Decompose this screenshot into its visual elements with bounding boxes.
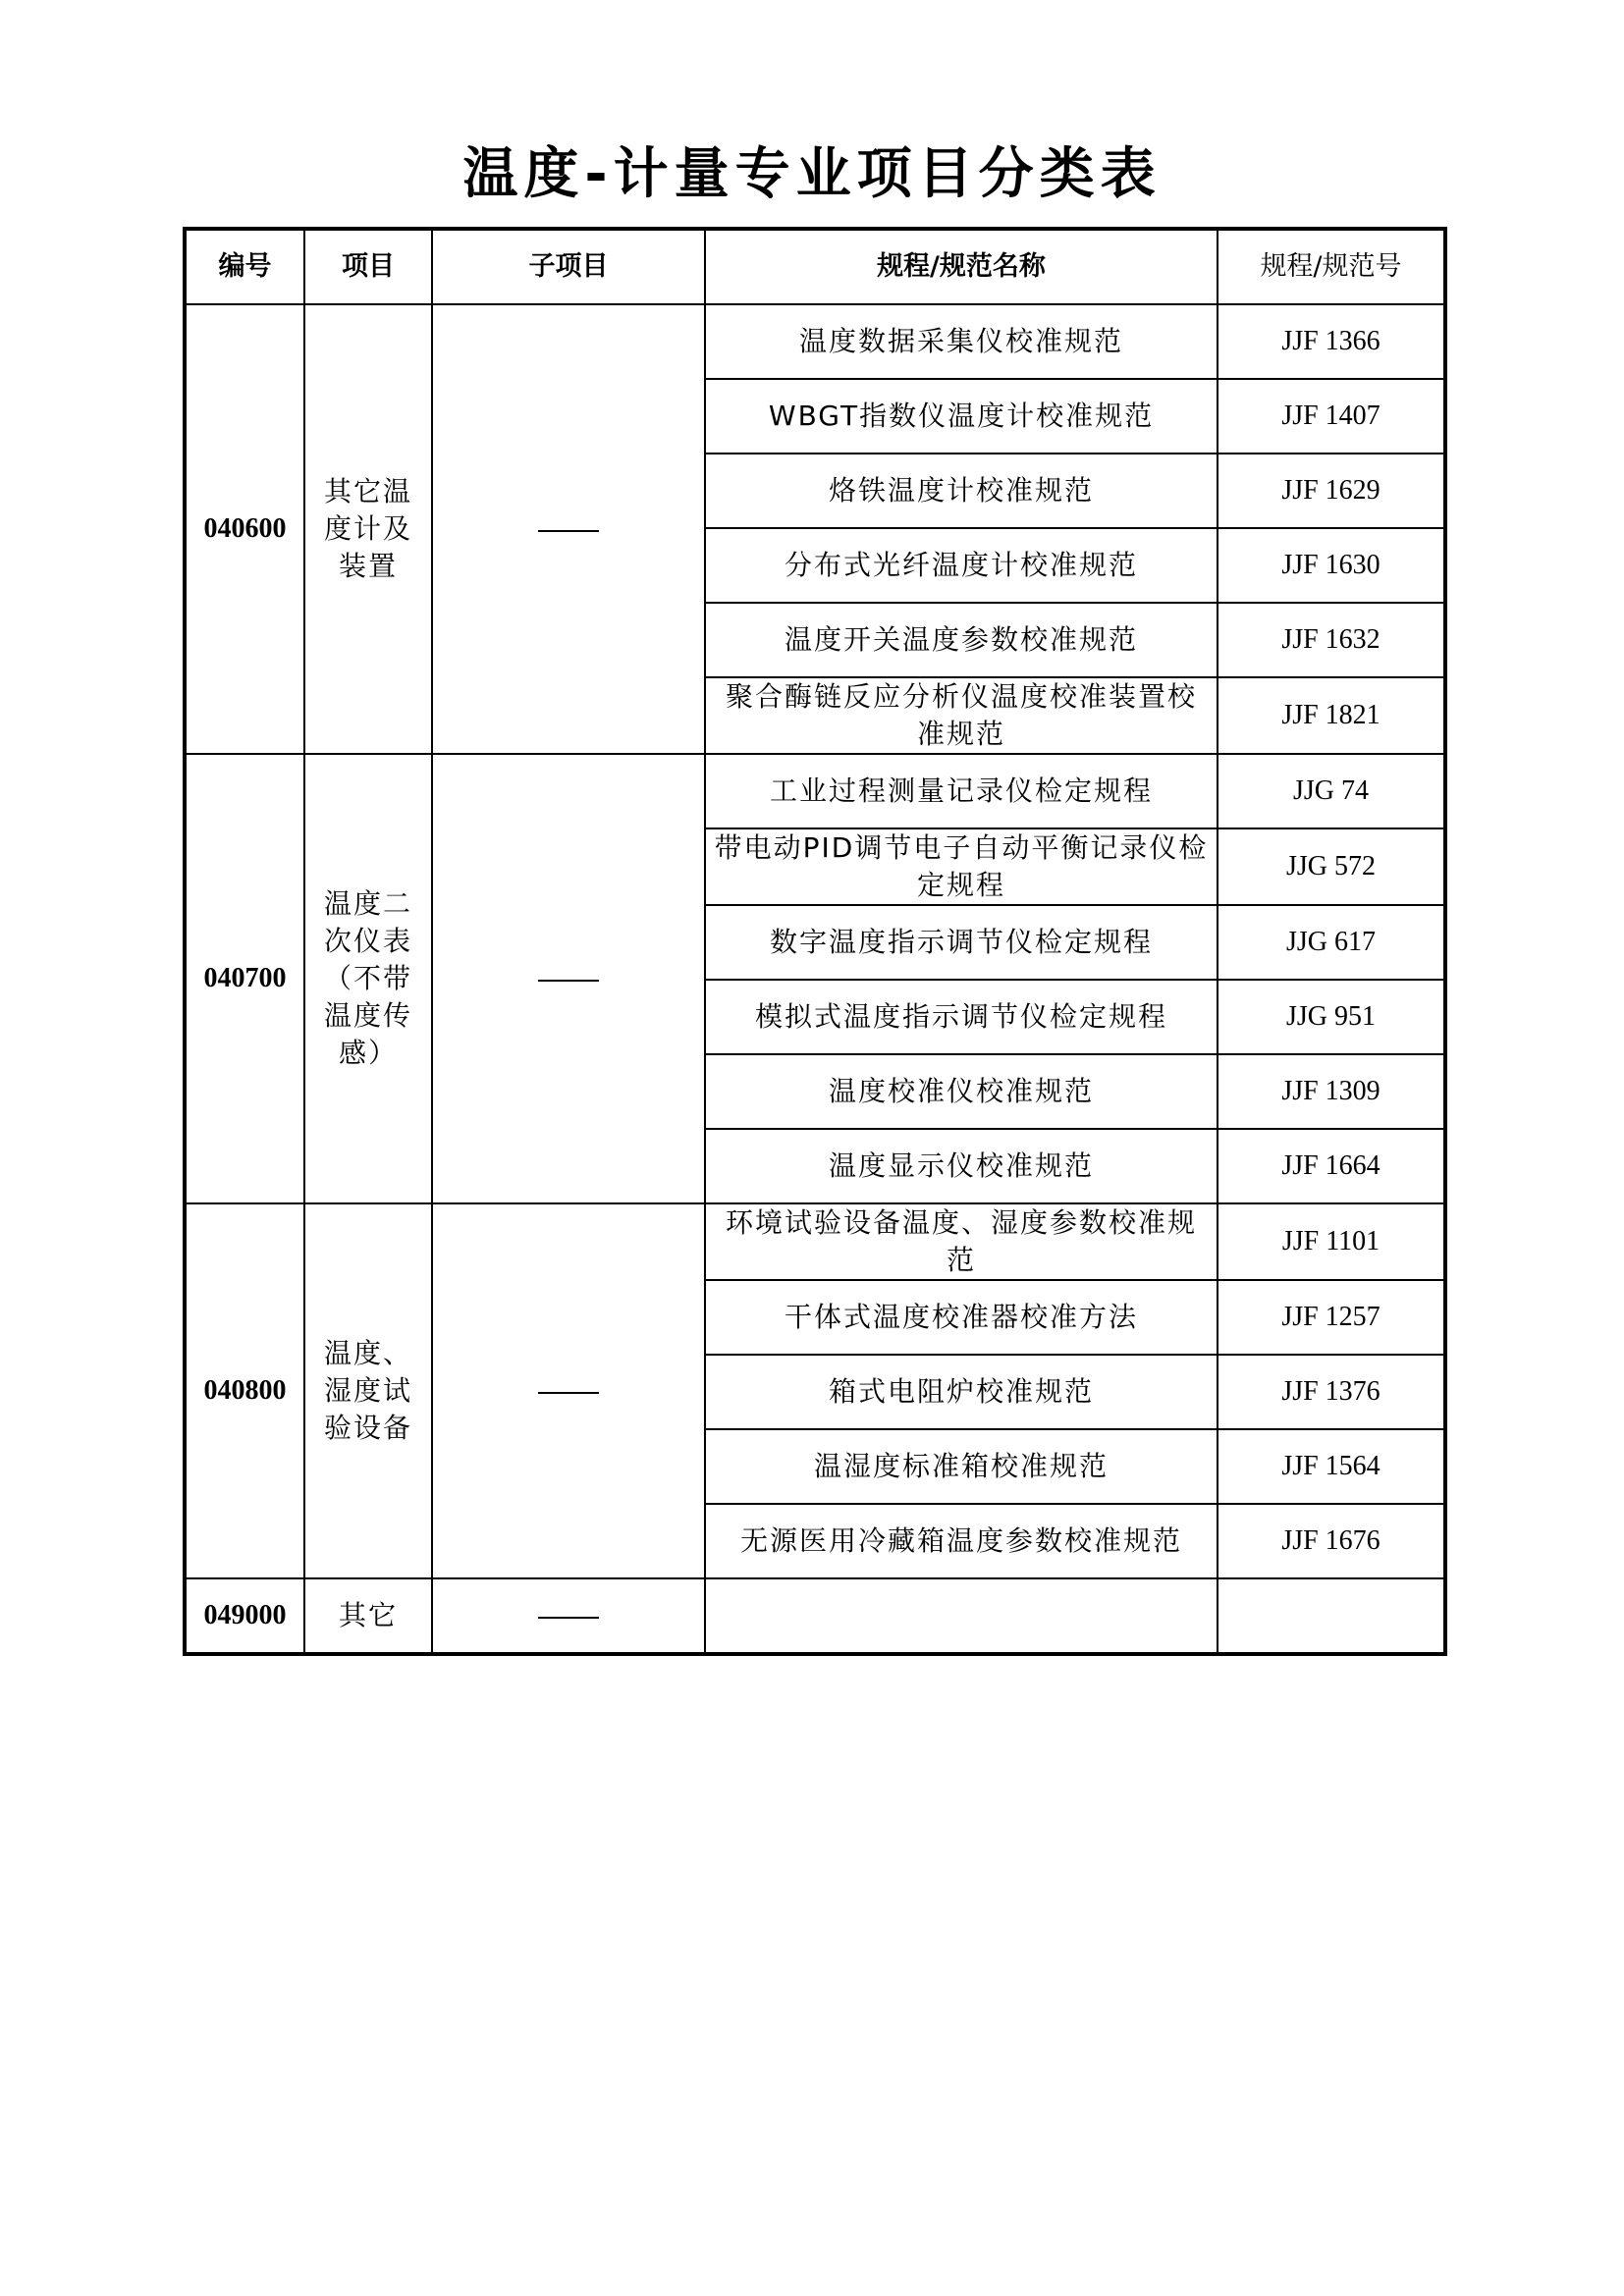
header-row — [185, 229, 1445, 304]
spec-name: 工业过程测量记录仪检定规程 — [705, 754, 1218, 828]
dash-placeholder — [538, 1392, 599, 1394]
dash-placeholder — [538, 530, 599, 532]
spec-name: 箱式电阻炉校准规范 — [705, 1355, 1218, 1429]
spec-number: JJF 1564 — [1218, 1429, 1445, 1504]
spec-name: 无源医用冷藏箱温度参数校准规范 — [705, 1504, 1218, 1578]
spec-name: 聚合酶链反应分析仪温度校准装置校准规范 — [705, 677, 1218, 754]
spec-name: 环境试验设备温度、湿度参数校准规范 — [705, 1203, 1218, 1280]
table-row — [185, 754, 1445, 828]
spec-number: JJG 572 — [1218, 828, 1445, 905]
spec-name: 温度校准仪校准规范 — [705, 1054, 1218, 1129]
group-item: 其它温度计及装置 — [304, 304, 432, 754]
header-name: 规程/规范名称 — [705, 229, 1218, 304]
sub-item-cell — [432, 304, 705, 754]
spec-number: JJF 1101 — [1218, 1203, 1445, 1280]
spec-number — [1218, 1578, 1445, 1654]
group-code: 040600 — [185, 304, 304, 754]
classification-table — [183, 227, 1447, 1656]
spec-number: JJF 1676 — [1218, 1504, 1445, 1578]
table-body — [185, 304, 1445, 1654]
group-code: 040700 — [185, 754, 304, 1203]
spec-name: 带电动PID调节电子自动平衡记录仪检定规程 — [705, 828, 1218, 905]
spec-number: JJF 1376 — [1218, 1355, 1445, 1429]
header-item: 项目 — [304, 229, 432, 304]
spec-number: JJF 1257 — [1218, 1280, 1445, 1355]
spec-name — [705, 1578, 1218, 1654]
spec-number: JJF 1821 — [1218, 677, 1445, 754]
spec-name: 分布式光纤温度计校准规范 — [705, 528, 1218, 603]
table-row — [185, 1578, 1445, 1654]
spec-name: 干体式温度校准器校准方法 — [705, 1280, 1218, 1355]
dash-placeholder — [538, 980, 599, 982]
group-code: 049000 — [185, 1578, 304, 1654]
group-code: 040800 — [185, 1203, 304, 1578]
group-item: 温度二次仪表（不带温度传感） — [304, 754, 432, 1203]
spec-name: WBGT指数仪温度计校准规范 — [705, 379, 1218, 454]
spec-name: 温度开关温度参数校准规范 — [705, 603, 1218, 677]
spec-number: JJF 1664 — [1218, 1129, 1445, 1203]
spec-name: 烙铁温度计校准规范 — [705, 454, 1218, 528]
spec-number: JJF 1632 — [1218, 603, 1445, 677]
dash-placeholder — [538, 1617, 599, 1619]
page-title: 温度-计量专业项目分类表 — [462, 142, 1162, 206]
spec-number: JJF 1630 — [1218, 528, 1445, 603]
group-item: 其它 — [304, 1578, 432, 1654]
header-number: 规程/规范号 — [1218, 229, 1445, 304]
spec-name: 温度显示仪校准规范 — [705, 1129, 1218, 1203]
sub-item-cell — [432, 754, 705, 1203]
sub-item-cell — [432, 1203, 705, 1578]
spec-number: JJG 951 — [1218, 980, 1445, 1054]
spec-number: JJF 1629 — [1218, 454, 1445, 528]
spec-name: 模拟式温度指示调节仪检定规程 — [705, 980, 1218, 1054]
sub-item-cell — [432, 1578, 705, 1654]
header-sub-item: 子项目 — [432, 229, 705, 304]
spec-number: JJF 1309 — [1218, 1054, 1445, 1129]
spec-number: JJG 617 — [1218, 905, 1445, 980]
header-code: 编号 — [185, 229, 304, 304]
group-item: 温度、湿度试验设备 — [304, 1203, 432, 1578]
spec-name: 温度数据采集仪校准规范 — [705, 304, 1218, 379]
table-row — [185, 1203, 1445, 1280]
spec-number: JJG 74 — [1218, 754, 1445, 828]
spec-name: 温湿度标准箱校准规范 — [705, 1429, 1218, 1504]
spec-number: JJF 1407 — [1218, 379, 1445, 454]
spec-name: 数字温度指示调节仪检定规程 — [705, 905, 1218, 980]
spec-number: JJF 1366 — [1218, 304, 1445, 379]
table-row — [185, 304, 1445, 379]
